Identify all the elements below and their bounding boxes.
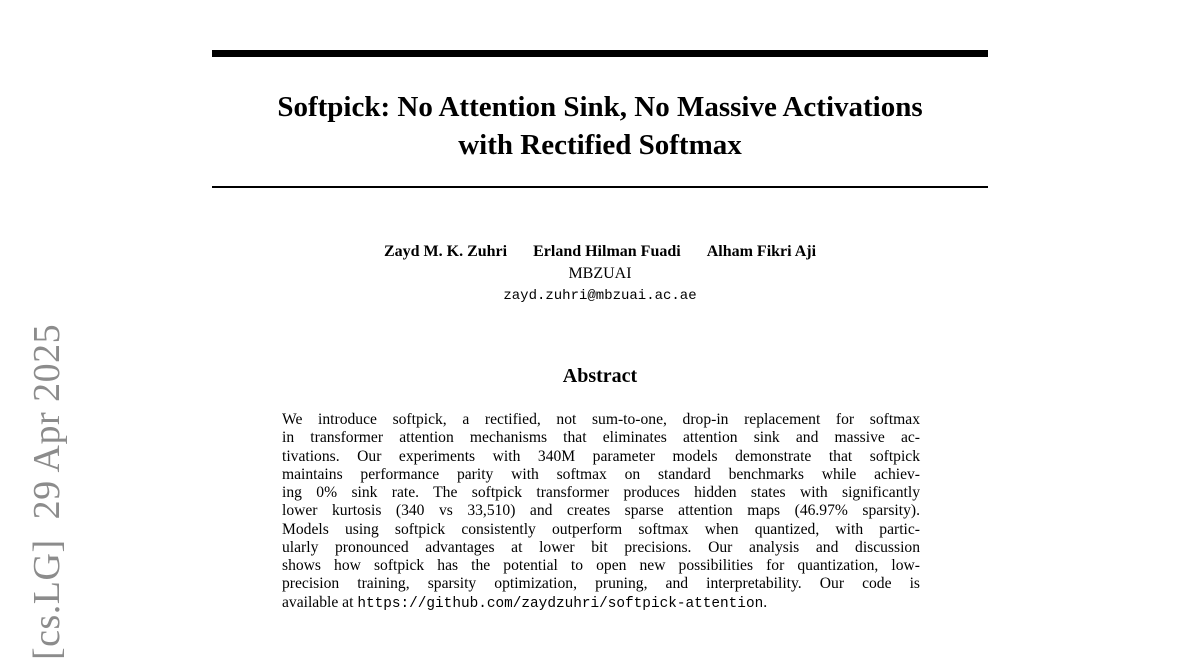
author-3: Alham Fikri Aji <box>706 243 817 260</box>
author-email: zayd.zuhri@mbzuai.ac.ae <box>503 288 697 304</box>
abstract-line: precision training, sparsity optimization, pruning, and interpretability. Our code is <box>282 575 920 593</box>
abstract-body <box>282 411 920 613</box>
paper-title <box>212 88 988 164</box>
abstract-line: We introduce softpick, a rectified, not sum-to-one, drop-in replacement for softmax <box>282 411 920 428</box>
abstract-line: maintains performance parity with softmax on standard benchmarks while achiev- <box>282 465 920 483</box>
abstract-line: ing 0% sink rate. The softpick transformer produces hidden states with significantly <box>282 484 920 501</box>
affiliation: MBZUAI <box>568 265 632 282</box>
arxiv-category: [cs.LG] <box>26 539 68 660</box>
abstract-line: lower kurtosis (340 vs 33,510) and creates sparse attention maps (46.97% sparsity). <box>282 502 920 520</box>
abstract-last-prefix: available at <box>282 593 358 611</box>
abstract-last-line <box>282 594 920 613</box>
author-1: Zayd M. K. Zuhri <box>383 243 508 260</box>
title-line-1: Softpick: No Attention Sink, No Massive Activations <box>277 91 923 123</box>
abstract-line: ularly pronounced advantages at lower bit precisions. Our analysis and discussion <box>282 538 920 556</box>
abstract-line: Models using softpick consistently outperform softmax when quantized, with partic- <box>282 520 920 538</box>
abstract-line: in transformer attention mechanisms that eliminates attention sink and massive ac- <box>282 429 920 447</box>
title-bottom-rule <box>212 186 988 188</box>
author-2: Erland Hilman Fuadi <box>533 243 681 260</box>
code-repository-link[interactable]: https://github.com/zaydzuhri/softpick-attention <box>357 595 764 612</box>
top-rule <box>212 50 988 57</box>
abstract-heading: Abstract <box>562 365 638 387</box>
author-list <box>212 242 988 262</box>
abstract-last-suffix: . <box>763 593 768 611</box>
abstract-line: tivations. Our experiments with 340M parameter models demonstrate that softpick <box>282 447 920 465</box>
arxiv-stamp <box>24 324 70 660</box>
arxiv-date: 29 Apr 2025 <box>26 323 68 520</box>
abstract-line: shows how softpick has the potential to open new possibilities for quantization, low- <box>282 557 920 574</box>
title-line-2: with Rectified Softmax <box>458 129 742 161</box>
